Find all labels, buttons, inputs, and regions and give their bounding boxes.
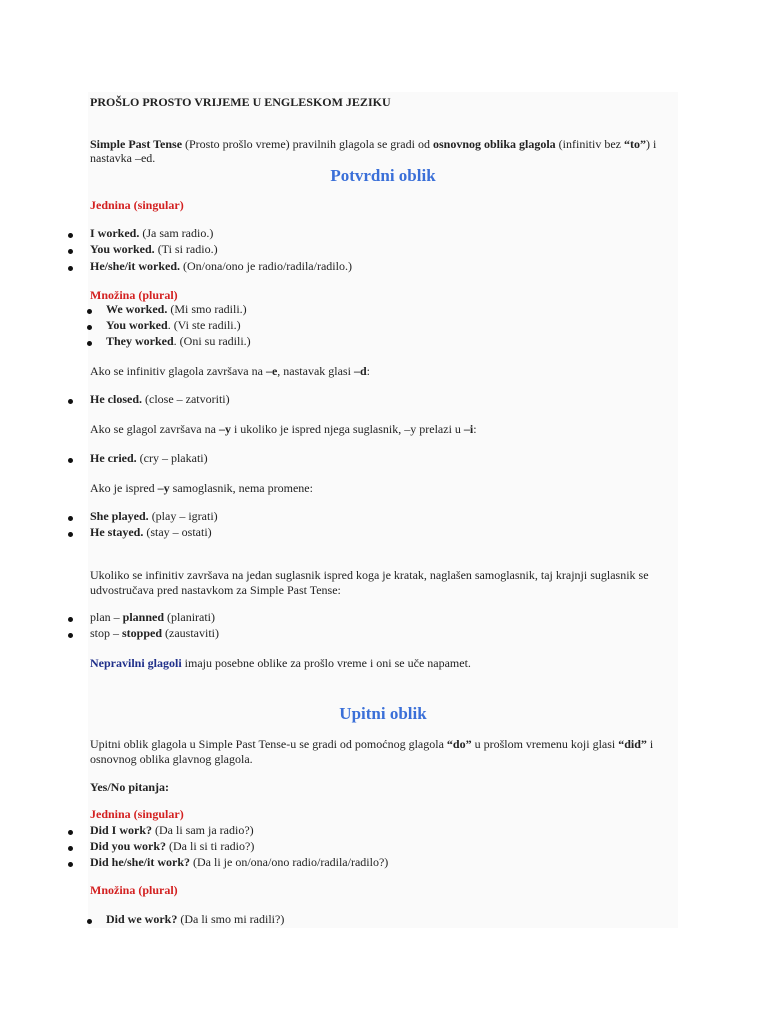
qi-bold: “did” <box>618 737 647 751</box>
q-plural-item <box>106 911 284 927</box>
item-bold: Did we work? <box>106 912 178 926</box>
bullet-icon <box>87 309 92 314</box>
item-text: (stay – ostati) <box>143 525 212 539</box>
item-text: . (Vi ste radili.) <box>167 318 241 332</box>
item-bold: He/she/it worked. <box>90 259 180 273</box>
intro-bold-2: osnovnog oblika glagola <box>432 137 556 151</box>
intro-text-3: ) i <box>646 137 657 151</box>
rule-text: , nastavak glasi <box>277 364 354 378</box>
item-bold: I worked. <box>90 226 140 240</box>
rule-text: samoglasnik, nema promene: <box>169 481 313 495</box>
question-intro-line-2: osnovnog oblika glavnog glagola. <box>90 752 253 766</box>
yesno-label: Yes/No pitanja: <box>90 780 170 794</box>
item-text: (Da li smo mi radili?) <box>177 912 285 926</box>
item-text: (close – zatvoriti) <box>142 392 230 406</box>
item-bold: Did he/she/it work? <box>90 855 191 869</box>
item-text: (planirati) <box>164 610 216 624</box>
intro-bold-3: “to” <box>624 137 646 151</box>
item-bold: You worked <box>106 318 168 332</box>
item-text: (play – igrati) <box>148 509 218 523</box>
rule-vowel <box>90 480 313 496</box>
double-item <box>90 609 215 625</box>
heading-affirmative: Potvrdni oblik <box>330 166 436 185</box>
rule-bold: –y <box>218 422 231 436</box>
rule-double-line-2: udvostručava pred nastavkom za Simple Past Tense: <box>90 583 341 597</box>
item-text: plan – <box>90 610 123 624</box>
intro-bold-1: Simple Past Tense <box>90 137 183 151</box>
item-bold: He cried. <box>90 451 137 465</box>
rule-text: Ako je ispred <box>90 481 158 495</box>
item-text: (Da li sam ja radio?) <box>152 823 254 837</box>
singular-item <box>90 241 218 257</box>
intro-text-1: (Prosto prošlo vreme) pravilnih glagola se gradi od <box>182 137 433 151</box>
vowel-item <box>90 508 218 524</box>
q-singular-item <box>90 822 254 838</box>
rule-text: Ako se glagol završava na <box>90 422 219 436</box>
singular-item <box>90 225 213 241</box>
rule-bold: –y <box>157 481 170 495</box>
singular-label: Jednina (singular) <box>90 198 184 212</box>
item-bold: stopped <box>122 626 163 640</box>
plural-item <box>106 301 247 317</box>
bullet-icon <box>68 516 73 521</box>
rule-bold: –e <box>265 364 278 378</box>
item-bold: Did I work? <box>90 823 153 837</box>
intro-text-2: (infinitiv bez <box>555 137 624 151</box>
q-singular-item <box>90 854 388 870</box>
document-title: PROŠLO PROSTO VRIJEME U ENGLESKOM JEZIKU <box>90 95 391 109</box>
plural-label: Množina (plural) <box>90 288 178 302</box>
bullet-icon <box>68 458 73 463</box>
rule-text: i ukoliko je ispred njega suglasnik, –y prelazi u <box>230 422 464 436</box>
qi-text: u prošlom vremenu koji glasi <box>471 737 619 751</box>
bullet-icon <box>68 862 73 867</box>
q-singular-label: Jednina (singular) <box>90 807 184 821</box>
item-bold: He closed. <box>90 392 142 406</box>
question-intro-line-1 <box>90 736 653 752</box>
rule-bold: –i <box>463 422 474 436</box>
qi-text: i <box>646 737 654 751</box>
item-text: (Da li si ti radio?) <box>166 839 255 853</box>
item-text: (Ti si radio.) <box>154 242 218 256</box>
item-text: (Ja sam radio.) <box>139 226 214 240</box>
rule-e <box>90 363 370 379</box>
singular-item <box>90 258 352 274</box>
q-singular-item <box>90 838 254 854</box>
item-text: (Da li je on/ona/ono radio/radila/radilo?) <box>190 855 389 869</box>
rule-text: : <box>473 422 477 436</box>
example-item <box>90 391 230 407</box>
item-bold: She played. <box>90 509 149 523</box>
qi-text: Upitni oblik glagola u Simple Past Tense-u se gradi od pomoćnog glagola <box>90 737 447 751</box>
rule-y <box>90 421 477 437</box>
rule-bold: –d <box>353 364 367 378</box>
q-plural-label: Množina (plural) <box>90 883 178 897</box>
item-text: (cry – plakati) <box>136 451 208 465</box>
item-bold: Did you work? <box>90 839 167 853</box>
item-bold: You worked. <box>90 242 155 256</box>
item-bold: We worked. <box>106 302 168 316</box>
irregular-bold: Nepravilni glagoli <box>90 656 182 670</box>
bullet-icon <box>68 532 73 537</box>
item-text: (zaustaviti) <box>162 626 220 640</box>
bullet-icon <box>68 830 73 835</box>
bullet-icon <box>87 325 92 330</box>
item-text: (Mi smo radili.) <box>167 302 247 316</box>
plural-item <box>106 333 251 349</box>
item-text: stop – <box>90 626 123 640</box>
item-bold: They worked <box>106 334 174 348</box>
bullet-icon <box>68 266 73 271</box>
bullet-icon <box>68 233 73 238</box>
vowel-item <box>90 524 212 540</box>
item-text: (On/ona/ono je radio/radila/radilo.) <box>180 259 352 273</box>
bullet-icon <box>68 846 73 851</box>
bullet-icon <box>87 919 92 924</box>
bullet-icon <box>68 249 73 254</box>
heading-question: Upitni oblik <box>339 704 427 723</box>
bullet-icon <box>68 633 73 638</box>
bullet-icon <box>68 617 73 622</box>
bullet-icon <box>87 341 92 346</box>
example-item <box>90 450 208 466</box>
intro-line-2: nastavka –ed. <box>90 151 156 165</box>
rule-text: Ako se infinitiv glagola završava na <box>90 364 266 378</box>
irregular-note <box>90 655 471 671</box>
rule-double-line-1: Ukoliko se infinitiv završava na jedan suglasnik ispred koga je kratak, naglašen samoglasnik, taj krajnji suglasnik se <box>90 568 649 582</box>
irregular-text: imaju posebne oblike za prošlo vreme i oni se uče napamet. <box>181 656 471 670</box>
qi-bold: “do” <box>446 737 472 751</box>
item-bold: He stayed. <box>90 525 144 539</box>
intro-line-1 <box>90 136 656 152</box>
double-item <box>90 625 219 641</box>
item-text: . (Oni su radili.) <box>173 334 251 348</box>
bullet-icon <box>68 399 73 404</box>
item-bold: planned <box>122 610 165 624</box>
plural-item <box>106 317 241 333</box>
rule-text: : <box>366 364 370 378</box>
